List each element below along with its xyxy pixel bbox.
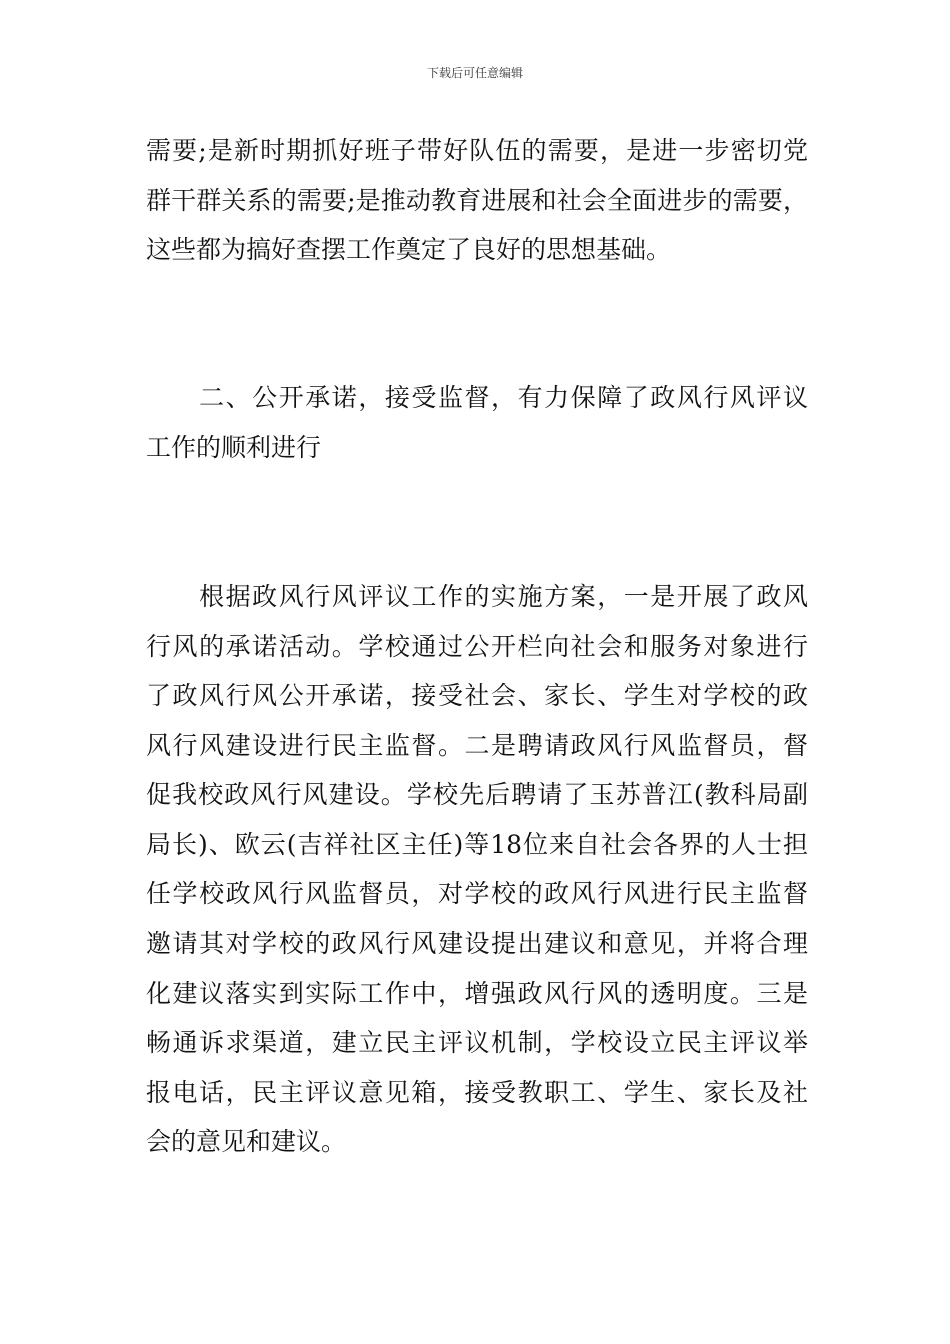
paragraph-1-line-3: 这些都为搞好查摆工作奠定了良好的思想基础。 [146,235,672,264]
section-heading-line-1: 二、公开承诺，接受监督，有力保障了政风行风评议 [146,383,808,412]
paragraph-3-line-6: 局长)、欧云(吉祥社区主任)等18位来自社会各界的人士担 [146,830,808,859]
paragraph-3-line-12: 会的意见和建议。 [146,1127,347,1156]
paragraph-1-line-1: 需要;是新时期抓好班子带好队伍的需要，是进一步密切党 [146,136,808,165]
paragraph-3-line-4: 风行风建设进行民主监督。二是聘请政风行风监督员，督 [146,731,808,760]
paragraph-3-line-7: 任学校政风行风监督员，对学校的政风行风进行民主监督 [146,879,808,908]
paragraph-3-line-11: 报电话，民主评议意见箱，接受教职工、学生、家长及社 [146,1078,808,1107]
section-heading-line-2: 工作的顺利进行 [146,433,322,462]
paragraph-3-line-10: 畅通诉求渠道，建立民主评议机制，学校设立民主评议举 [146,1028,808,1057]
paragraph-3-line-5: 促我校政风行风建设。学校先后聘请了玉苏普江(教科局副 [146,780,808,809]
paragraph-1-line-2: 群干群关系的需要;是推动教育进展和社会全面进步的需要， [146,186,808,215]
paragraph-3-line-2: 行风的承诺活动。学校通过公开栏向社会和服务对象进行 [146,632,808,661]
paragraph-3-line-1: 根据政风行风评议工作的实施方案，一是开展了政风 [146,582,808,611]
paragraph-3-line-3: 了政风行风公开承诺，接受社会、家长、学生对学校的政 [146,681,808,710]
paragraph-3-line-8: 邀请其对学校的政风行风建设提出建议和意见，并将合理 [146,929,808,958]
paragraph-3-line-9: 化建议落实到实际工作中，增强政风行风的透明度。三是 [146,979,808,1008]
page-header: 下载后可任意编辑 [426,66,523,80]
